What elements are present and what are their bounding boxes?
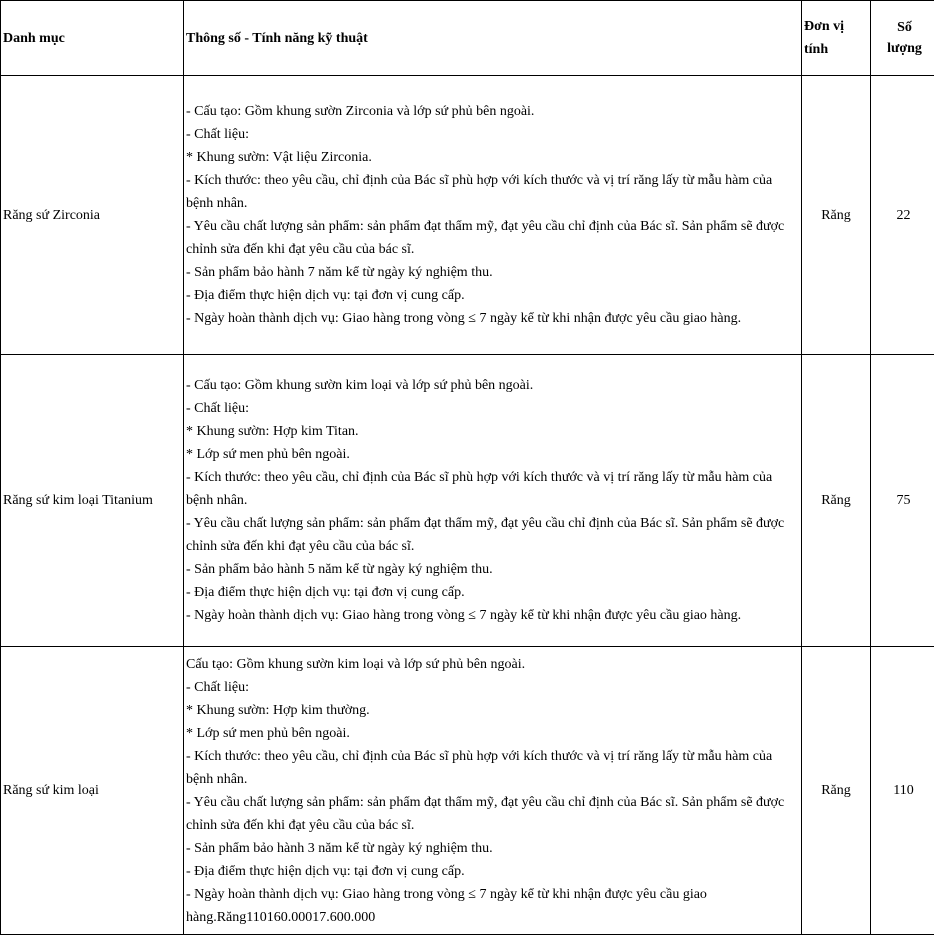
spec-line: - Sản phẩm bảo hành 7 năm kể từ ngày ký nghiệm thu. <box>186 265 493 280</box>
spec-line: bệnh nhân. <box>186 493 248 508</box>
spec-line: bệnh nhân. <box>186 196 248 211</box>
header-unit: Đơn vị tính <box>802 1 871 76</box>
spec-line: - Yêu cầu chất lượng sản phẩm: sản phẩm đạt thẩm mỹ, đạt yêu cầu chỉ định của Bác sĩ. Sản phẩm sẽ được <box>186 516 785 531</box>
spec-line: - Địa điểm thực hiện dịch vụ: tại đơn vị cung cấp. <box>186 288 465 303</box>
row-spec <box>184 647 802 935</box>
spec-line: - Ngày hoàn thành dịch vụ: Giao hàng trong vòng ≤ 7 ngày kể từ khi nhận được yêu cầu giao hàng. <box>186 311 742 326</box>
table-row <box>1 76 934 355</box>
spec-line: - Kích thước: theo yêu cầu, chỉ định của Bác sĩ phù hợp với kích thước và vị trí răng lấy từ mẫu hàm của <box>186 748 773 764</box>
row-quantity: 110 <box>871 647 934 935</box>
row-spec <box>184 355 802 647</box>
spec-line: chỉnh sửa đến khi đạt yêu cầu của bác sĩ. <box>186 539 415 554</box>
spec-line: - Chất liệu: <box>186 127 249 142</box>
spec-line: chỉnh sửa đến khi đạt yêu cầu của bác sĩ. <box>186 242 415 257</box>
table-row <box>1 647 934 935</box>
spec-line: - Kích thước: theo yêu cầu, chỉ định của Bác sĩ phù hợp với kích thước và vị trí răng lấy từ mẫu hàm của <box>186 173 773 188</box>
spec-line: * Khung sườn: Vật liệu Zirconia. <box>186 150 372 165</box>
header-quantity-line2: lượng <box>887 41 922 56</box>
spec-line: - Kích thước: theo yêu cầu, chỉ định của Bác sĩ phù hợp với kích thước và vị trí răng lấy từ mẫu hàm của <box>186 470 773 485</box>
row-unit: Răng <box>802 355 871 647</box>
header-spec: Thông số - Tính năng kỹ thuật <box>184 1 802 76</box>
header-quantity <box>871 1 934 76</box>
table-row <box>1 355 934 647</box>
row-category: Răng sứ kim loại Titanium <box>1 355 184 647</box>
row-unit: Răng <box>802 647 871 935</box>
header-row <box>1 1 934 76</box>
spec-line: - Ngày hoàn thành dịch vụ: Giao hàng trong vòng ≤ 7 ngày kể từ khi nhận được yêu cầu giao <box>186 886 707 902</box>
spec-line: Cấu tạo: Gồm khung sườn kim loại và lớp sứ phủ bên ngoài. <box>186 656 526 672</box>
spec-line: * Khung sườn: Hợp kim thường. <box>186 702 370 718</box>
row-quantity: 75 <box>871 355 934 647</box>
spec-line: - Cấu tạo: Gồm khung sườn Zirconia và lớp sứ phủ bên ngoài. <box>186 104 535 119</box>
row-category: Răng sứ kim loại <box>1 647 184 935</box>
spec-line: - Địa điểm thực hiện dịch vụ: tại đơn vị cung cấp. <box>186 585 465 600</box>
row-category: Răng sứ Zirconia <box>1 76 184 355</box>
spec-line: - Chất liệu: <box>186 679 249 695</box>
spec-line: - Sản phẩm bảo hành 5 năm kể từ ngày ký nghiệm thu. <box>186 562 493 577</box>
header-quantity-line1: Số <box>897 20 912 35</box>
row-spec <box>184 76 802 355</box>
spec-line: hàng.Răng110160.00017.600.000 <box>186 909 376 925</box>
spec-line: * Lớp sứ men phủ bên ngoài. <box>186 447 350 462</box>
spec-line: - Yêu cầu chất lượng sản phẩm: sản phẩm đạt thẩm mỹ, đạt yêu cầu chỉ định của Bác sĩ. Sản phẩm sẽ được <box>186 794 785 810</box>
spec-line: * Khung sườn: Hợp kim Titan. <box>186 424 359 439</box>
spec-line: * Lớp sứ men phủ bên ngoài. <box>186 725 350 741</box>
spec-line: - Ngày hoàn thành dịch vụ: Giao hàng trong vòng ≤ 7 ngày kể từ khi nhận được yêu cầu giao hàng. <box>186 608 742 623</box>
row-quantity: 22 <box>871 76 934 355</box>
spec-line: chỉnh sửa đến khi đạt yêu cầu của bác sĩ. <box>186 817 415 833</box>
spec-line: - Yêu cầu chất lượng sản phẩm: sản phẩm đạt thẩm mỹ, đạt yêu cầu chỉ định của Bác sĩ. Sản phẩm sẽ được <box>186 219 785 234</box>
row-unit: Răng <box>802 76 871 355</box>
spec-line: - Sản phẩm bảo hành 3 năm kể từ ngày ký nghiệm thu. <box>186 840 493 856</box>
spec-line: - Cấu tạo: Gồm khung sườn kim loại và lớp sứ phủ bên ngoài. <box>186 378 534 393</box>
spec-line: - Địa điểm thực hiện dịch vụ: tại đơn vị cung cấp. <box>186 863 465 879</box>
spec-line: bệnh nhân. <box>186 771 248 787</box>
spec-line: - Chất liệu: <box>186 401 249 416</box>
header-category: Danh mục <box>1 1 184 76</box>
